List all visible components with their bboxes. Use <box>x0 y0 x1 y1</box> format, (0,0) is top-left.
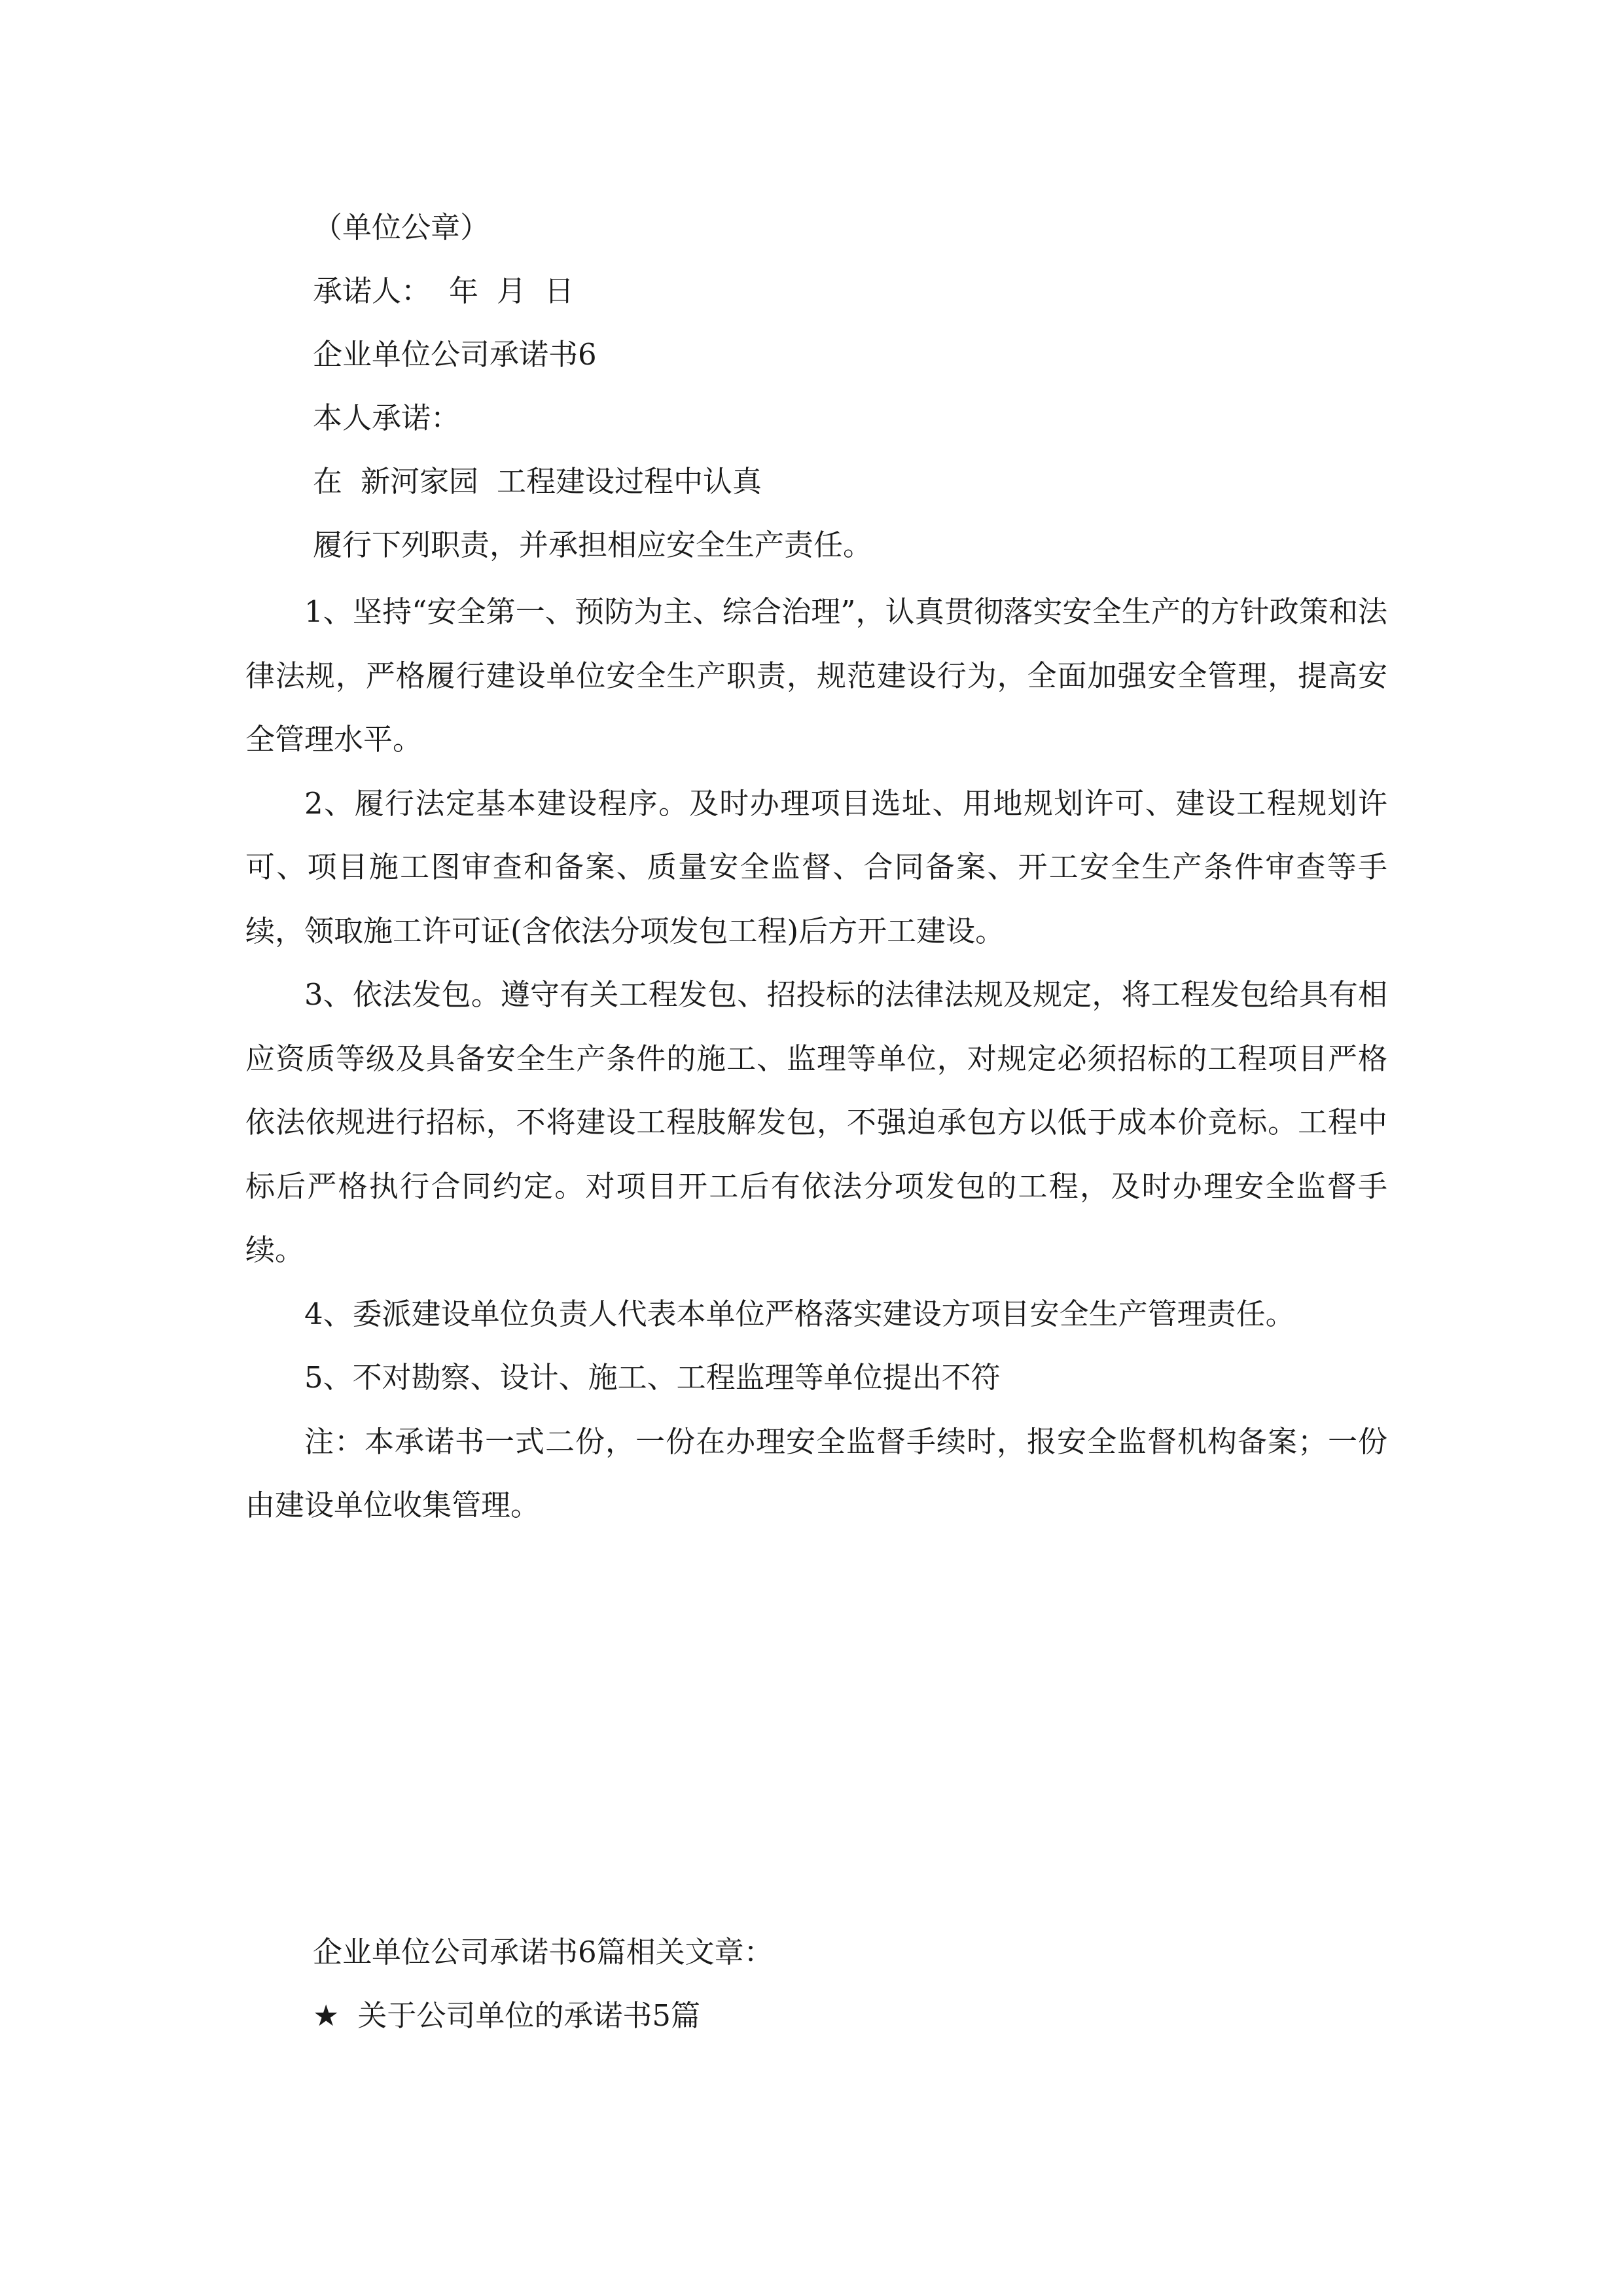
project-prefix: 在 <box>313 464 343 499</box>
project-suffix: 工程建设过程中认真 <box>497 464 762 499</box>
project-name: 新河家园 <box>361 464 479 499</box>
project-line <box>313 462 762 501</box>
related-item[interactable] <box>313 1996 700 2036</box>
commitment-item-1: 1、坚持“安全第一、预防为主、综合治理”，认真贯彻落实安全生产的方针政策和法律法规，严格履行建设单位安全生产职责，规范建设行为，全面加强安全管理，提高安全管理水平。 <box>245 594 1387 757</box>
star-icon: ★ <box>313 1998 340 2033</box>
commitment-item-2: 2、履行法定基本建设程序。及时办理项目选址、用地规划许可、建设工程规划许可、项目施工图审查和备案、质量安全监督、合同备案、开工安全生产条件审查等手续，领取施工许可证(含依法分项发包工程)后方开工建设。 <box>245 785 1387 948</box>
note-paragraph: 注：本承诺书一式二份，一份在办理安全监督手续时，报安全监督机构备案；一份由建设单位收集管理。 <box>245 1424 1387 1522</box>
commitment-item-5: 5、不对勘察、设计、施工、工程监理等单位提出不符 <box>304 1360 1001 1395</box>
duty-line: 履行下列职责，并承担相应安全生产责任。 <box>313 528 873 562</box>
stamp-line: （单位公章） <box>313 210 490 245</box>
date-month: 月 <box>497 274 527 308</box>
commitment-item-3: 3、依法发包。遵守有关工程发包、招投标的法律法规及规定，将工程发包给具有相应资质等级及具备安全生产条件的施工、监理等单位，对规定必须招标的工程项目严格依法依规进行招标，不将建设工程肢解发包，不强迫承包方以低于成本价竞标。工程中标后严格执行合同约定。对项目开工后有依法分项发包的工程，及时办理安全监督手续。 <box>245 977 1387 1267</box>
promisor-label: 承诺人： <box>313 274 431 308</box>
related-link[interactable]: 关于公司单位的承诺书5篇 <box>357 1998 700 2033</box>
intro-line: 本人承诺： <box>313 401 461 435</box>
promisor-line <box>313 272 574 311</box>
date-day: 日 <box>544 274 575 308</box>
related-title: 企业单位公司承诺书6篇相关文章： <box>313 1935 774 1969</box>
commitment-item-4: 4、委派建设单位负责人代表本单位严格落实建设方项目安全生产管理责任。 <box>304 1296 1295 1331</box>
commitment-items <box>245 580 1387 1537</box>
document-heading: 企业单位公司承诺书6 <box>313 337 597 372</box>
date-year: 年 <box>449 274 479 308</box>
